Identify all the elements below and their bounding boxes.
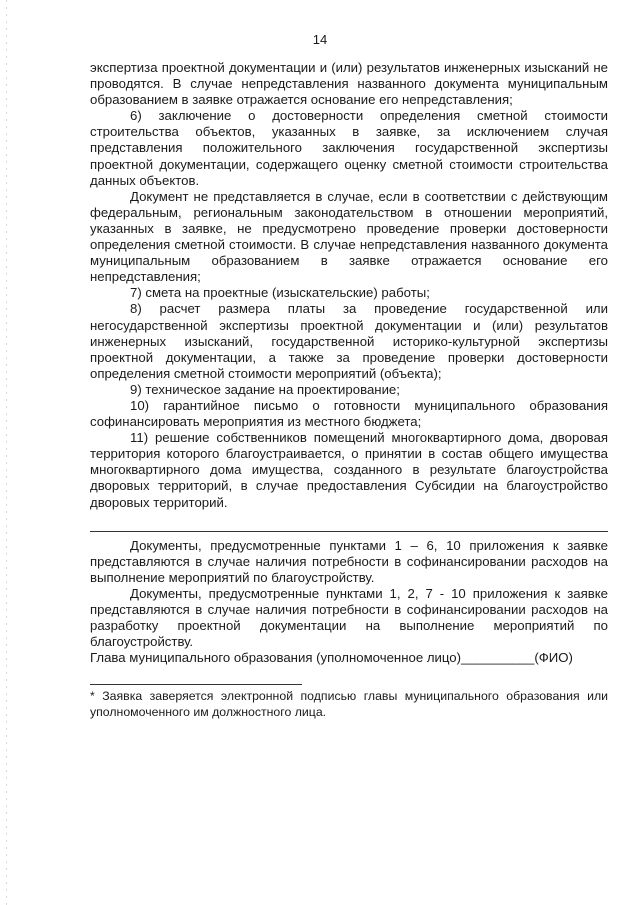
footnote: * Заявка заверяется электронной подписью главы муниципального образования или уполномоченного им должностного лица. xyxy=(90,689,608,719)
paragraph: экспертиза проектной документации и (или) результатов инженерных изысканий не проводятся. В случае непредставления названного документа муниципальным образованием в заявке отражается основание его непредставления; xyxy=(90,60,608,108)
signature-line: Глава муниципального образования (уполномоченное лицо)__________(ФИО) xyxy=(90,650,573,666)
footnote-divider xyxy=(90,684,302,685)
scan-edge-marks xyxy=(6,0,7,905)
note-paragraph: Документы, предусмотренные пунктами 1, 2, 7 - 10 приложения к заявке представляются в случае наличия потребности в софинансировании расходов на разработку проектной документации на выполнение мероприятий по благоустройству. xyxy=(90,585,608,650)
paragraph: Документ не представляется в случае, если в соответствии с действующим федеральным, региональным законодательством в отношении мероприятий, указанных в заявке, не предусмотрено проведение проверки достоверности определения сметной стоимости. В случае непредставления названного документа муниципальным образованием в заявке отражается основание его непредставления; xyxy=(90,188,608,285)
paragraph: 6) заключение о достоверности определения сметной стоимости строительства объектов, указанных в заявке, за исключением случая представления положительного заключения государственной экспертизы проектной документации, содержащего оценку сметной стоимости строительства данных объектов. xyxy=(90,108,608,188)
paragraph: 8) расчет размера платы за проведение государственной или негосударственной экспертизы проектной документации и (или) результатов инженерных изысканий, государственной историко-культурной экспертизы проектной документации, а также за проведение проверки достоверности определения сметной стоимости мероприятий (объекта); xyxy=(90,301,608,381)
document-body xyxy=(90,60,608,720)
section-divider xyxy=(90,531,608,532)
note-paragraph: Документы, предусмотренные пунктами 1 – 6, 10 приложения к заявке представляются в случае наличия потребности в софинансировании расходов на выполнение мероприятий по благоустройству. xyxy=(90,537,608,585)
paragraph: 10) гарантийное письмо о готовности муниципального образования софинансировать мероприятия из местного бюджета; xyxy=(90,397,608,430)
page-number: 14 xyxy=(312,32,328,47)
paragraph: 11) решение собственников помещений многоквартирного дома, дворовая территория которого благоустраивается, о принятии в состав общего имущества многоквартирного дома имущества, созданного в результате благоустройства дворовых территорий, в случае предоставления Субсидии на благоустройство дворовых территорий. xyxy=(90,430,608,510)
paragraph: 7) смета на проектные (изыскательские) работы; xyxy=(130,285,430,301)
paragraph: 9) техническое задание на проектирование; xyxy=(130,381,400,397)
